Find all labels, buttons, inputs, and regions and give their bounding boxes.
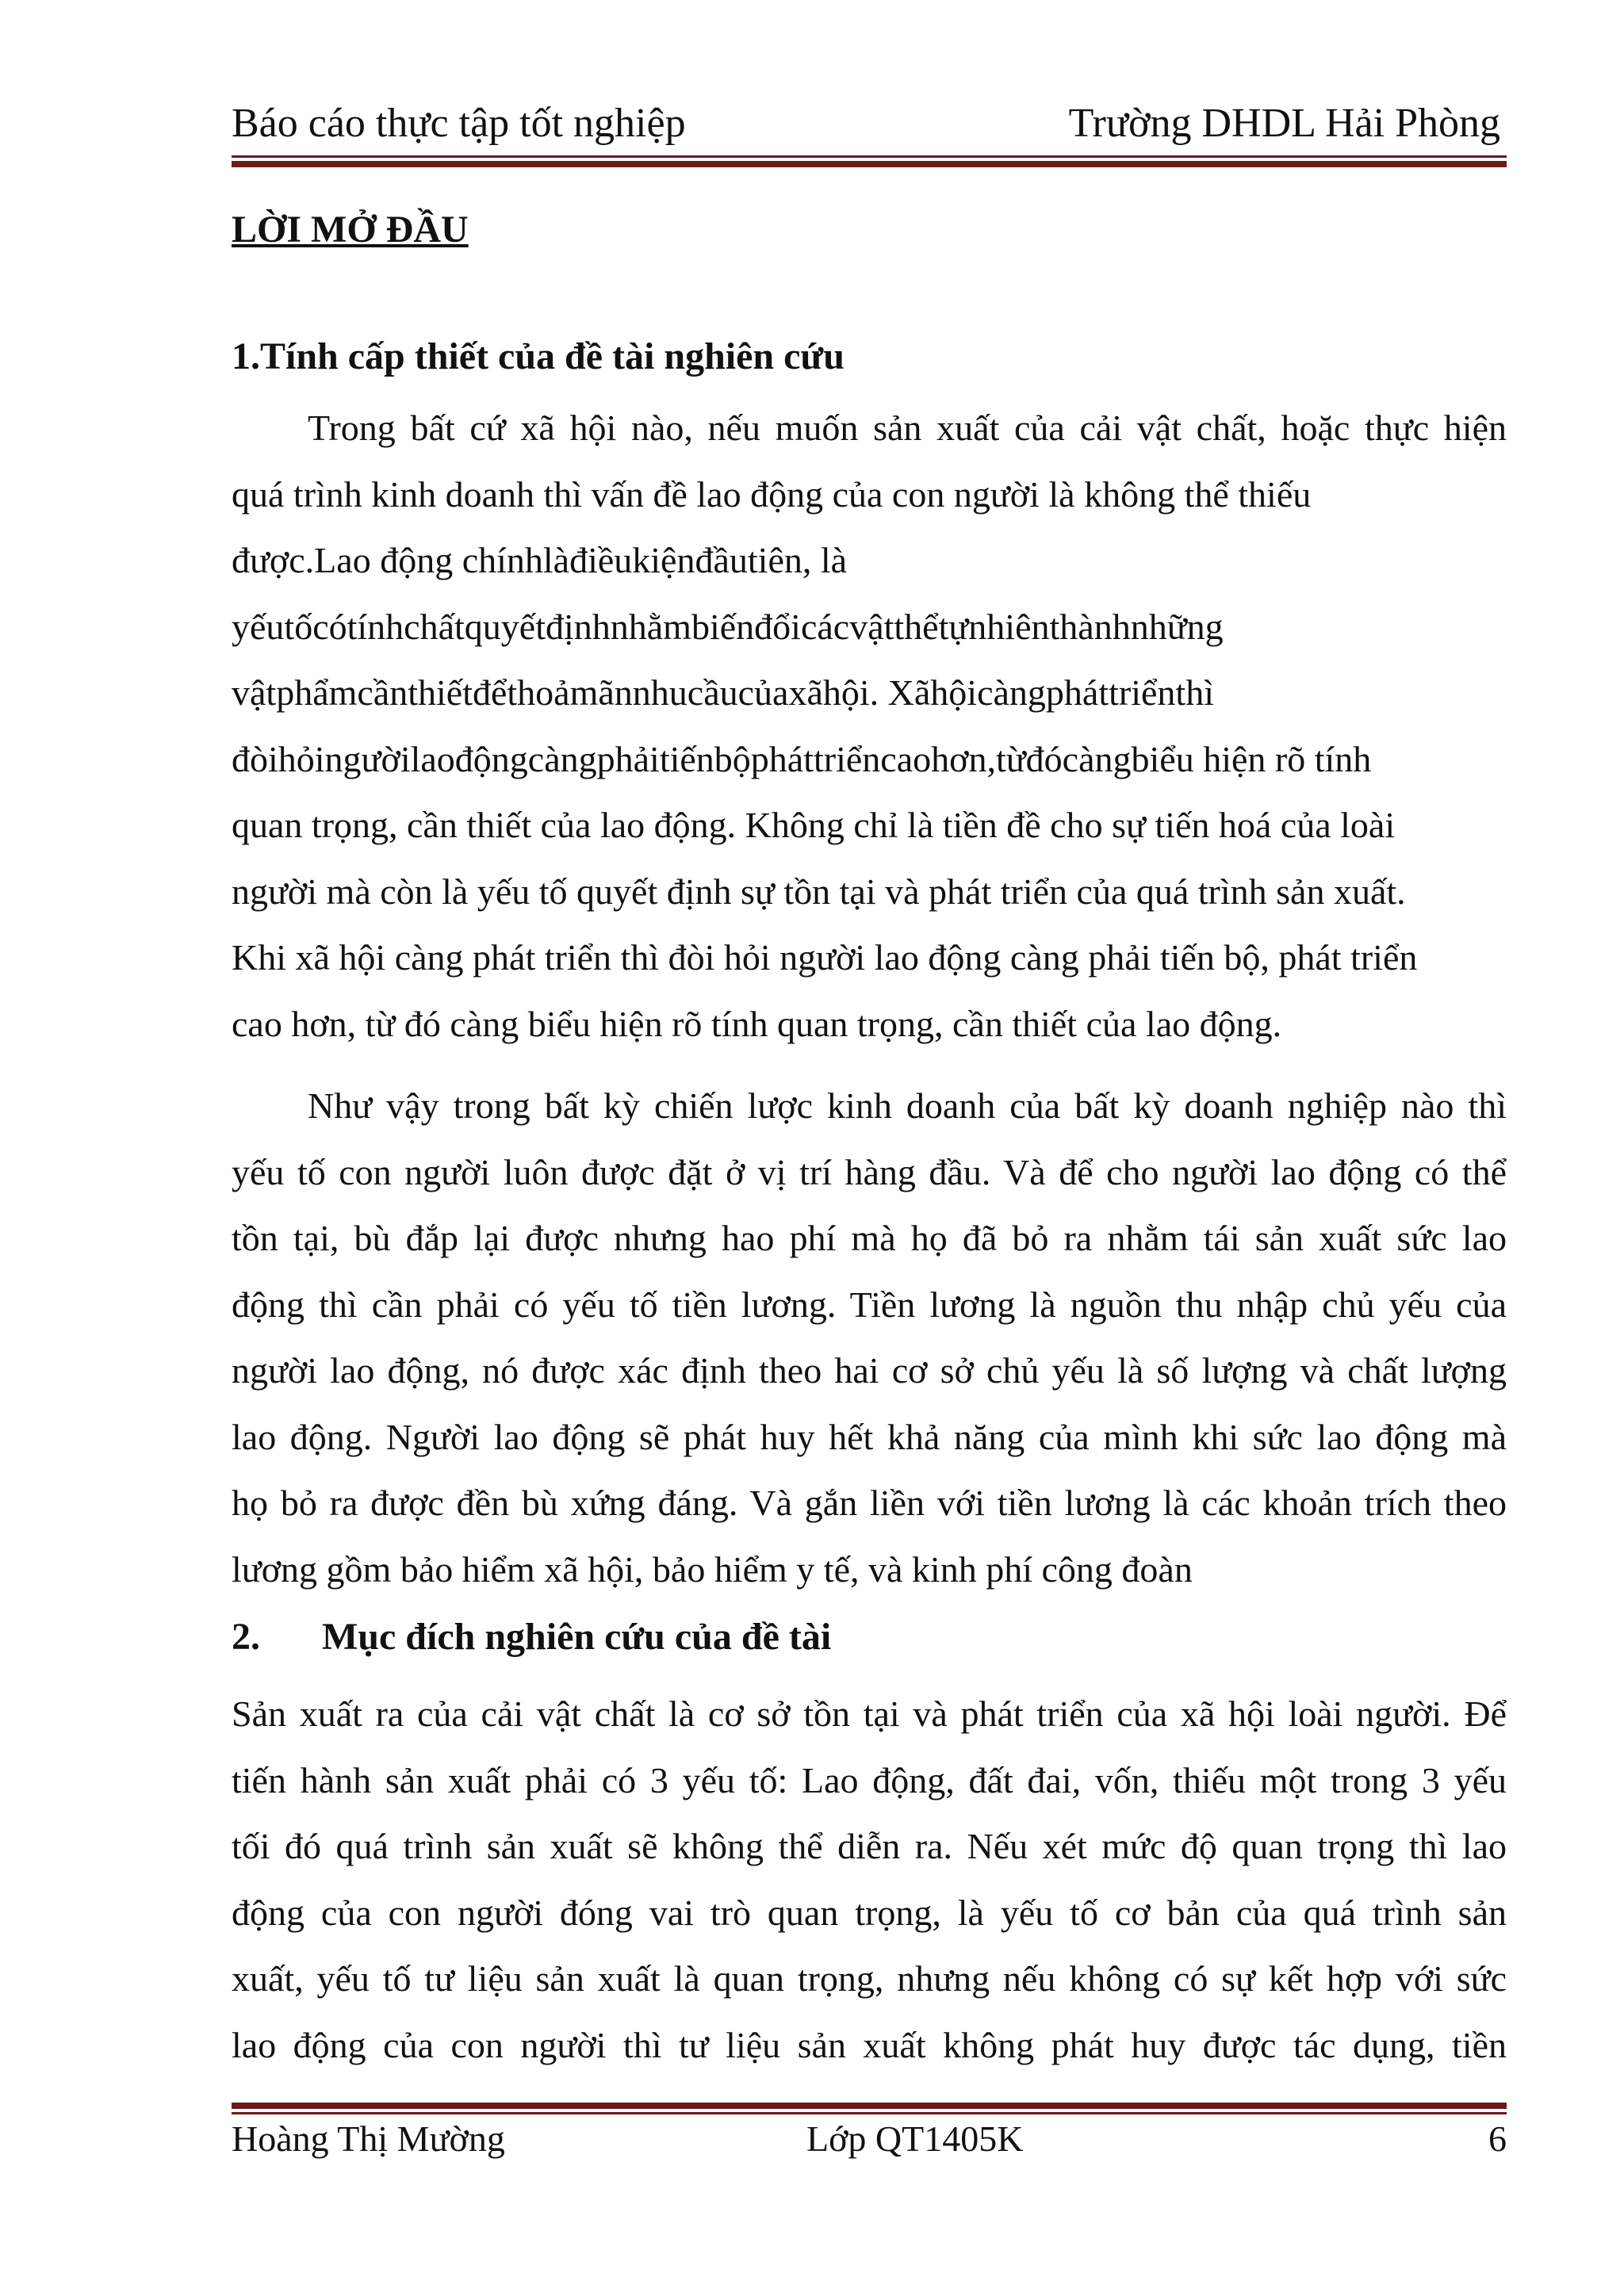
text-line: xuất, yếu tố tư liệu sản xuất là quan trọng, nhưng nếu không có sự kết hợp với sức [232, 1958, 1507, 1999]
text-line: vậtphẩmcầnthiếtđểthoảmãnnhucầucủaxãhội. Xãhộicàngpháttriểnthì [232, 672, 1214, 713]
text-line: tiến hành sản xuất phải có 3 yếu tố: Lao động, đất đai, vốn, thiếu một trong 3 yếu [232, 1759, 1507, 1800]
section1-paragraph-1 [232, 395, 1507, 1057]
text-line: đòihỏingườilaođộngcàngphảitiếnbộpháttriểncaohơn,từđócàngbiểu hiện rõ tính [232, 738, 1372, 779]
footer-rule-thick [232, 2103, 1507, 2109]
page-header [232, 100, 1500, 147]
header-rule-thin [232, 155, 1507, 158]
text-line: Khi xã hội càng phát triển thì đòi hỏi người lao động càng phải tiến bộ, phát triển [232, 937, 1418, 978]
text-line: được.Lao động chínhlàđiềukiệnđầutiên, là [232, 540, 848, 580]
header-right-text: Trường DHDL Hải Phòng [1068, 101, 1500, 146]
section1-heading: 1.Tính cấp thiết của đề tài nghiên cứu [232, 335, 845, 377]
text-line: người mà còn là yếu tố quyết định sự tồn tại và phát triển của quá trình sản xuất. [232, 871, 1406, 912]
text-line: họ bỏ ra được đền bù xứng đáng. Và gắn liền với tiền lương là các khoản trích theo [232, 1483, 1507, 1523]
text-line: yếu tố con người luôn được đặt ở vị trí hàng đầu. Và để cho người lao động có thể [232, 1151, 1507, 1192]
header-rule-thick [232, 161, 1507, 167]
text-line: quan trọng, cần thiết của lao động. Không chỉ là tiền đề cho sự tiến hoá của loài [232, 805, 1396, 845]
text-line: Sản xuất ra của cải vật chất là cơ sở tồn tại và phát triển của xã hội loài người. Để [232, 1693, 1507, 1734]
text-line: cao hơn, từ đó càng biểu hiện rõ tính quan trọng, cần thiết của lao động. [232, 1003, 1282, 1044]
text-line: động thì cần phải có yếu tố tiền lương. Tiền lương là nguồn thu nhập chủ yếu của [232, 1284, 1507, 1325]
text-line: người lao động, nó được xác định theo hai cơ sở chủ yếu là số lượng và chất lượng [232, 1350, 1507, 1391]
text-line: lao động của con người thì tư liệu sản xuất không phát huy được tác dụng, tiền [232, 2024, 1507, 2065]
section2-heading [232, 1613, 831, 1661]
section2-number: 2. [232, 1616, 260, 1658]
text-line: Trong bất cứ xã hội nào, nếu muốn sản xuất của cải vật chất, hoặc thực hiện [308, 408, 1507, 448]
text-line: lương gồm bảo hiểm xã hội, bảo hiểm y tế, và kinh phí công đoàn [232, 1548, 1193, 1590]
section1-paragraph-2 [232, 1073, 1507, 1602]
section2-title: Mục đích nghiên cứu của đề tài [322, 1616, 832, 1658]
page-title: LỜI MỞ ĐẦU [232, 209, 469, 251]
footer-class: Lớp QT1405K [806, 2118, 1024, 2159]
page-footer [232, 2115, 1507, 2163]
text-line: Như vậy trong bất kỳ chiến lược kinh doanh của bất kỳ doanh nghiệp nào thì [308, 1085, 1507, 1126]
text-line: tồn tại, bù đắp lại được nhưng hao phí mà họ đã bỏ ra nhằm tái sản xuất sức lao [232, 1218, 1507, 1258]
text-line: lao động. Người lao động sẽ phát huy hết khả năng của mình khi sức lao động mà [232, 1416, 1507, 1457]
footer-rule-thin [232, 2112, 1507, 2114]
footer-author: Hoàng Thị Mường [232, 2118, 505, 2159]
section2-paragraph [232, 1681, 1507, 2078]
page-number: 6 [1488, 2118, 1507, 2159]
header-left-text: Báo cáo thực tập tốt nghiệp [232, 101, 686, 146]
text-line: tối đó quá trình sản xuất sẽ không thể diễn ra. Nếu xét mức độ quan trọng thì lao [232, 1826, 1507, 1866]
text-line: yếutốcótínhchấtquyếtđịnhnhằmbiếnđổicácvậtthểtựnhiênthànhnhững [232, 606, 1224, 647]
text-line: động của con người đóng vai trò quan trọng, là yếu tố cơ bản của quá trình sản [232, 1892, 1507, 1933]
text-line: quá trình kinh doanh thì vấn đề lao động của con người là không thể thiếu [232, 473, 1312, 515]
